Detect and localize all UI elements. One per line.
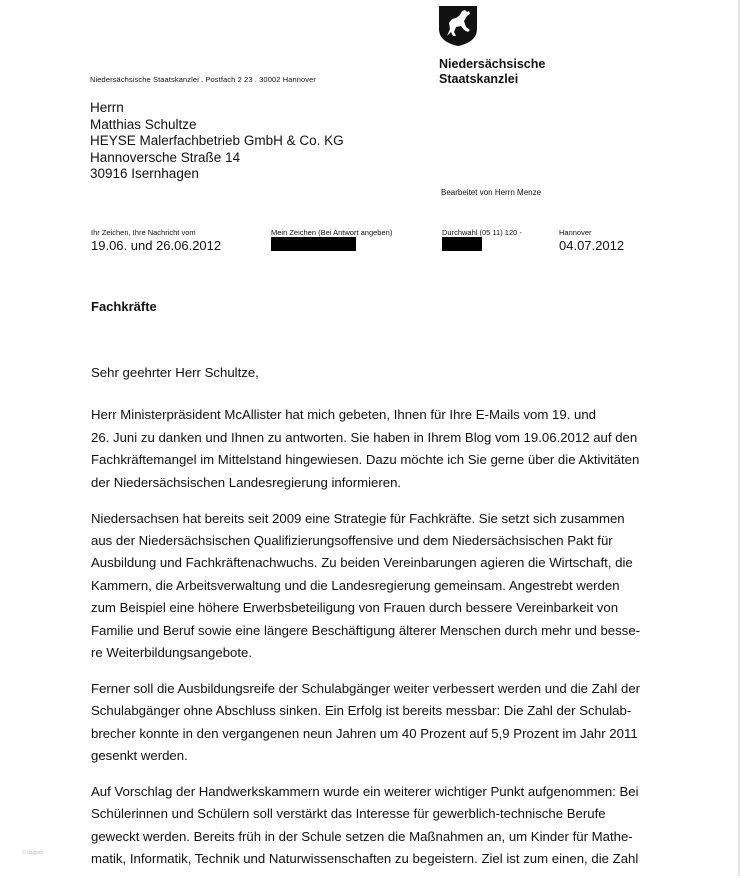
recipient-line: 30916 Isernhagen bbox=[90, 166, 199, 181]
paragraph bbox=[91, 404, 666, 494]
watermark-text: © daigom bbox=[22, 850, 44, 856]
sender-return-address: Niedersächsische Staatskanzlei . Postfach 2 23 . 30002 Hannover bbox=[90, 75, 317, 84]
redaction-bar bbox=[271, 237, 356, 251]
text-line: gesenkt werden. bbox=[91, 748, 188, 764]
issuer-name bbox=[439, 57, 545, 87]
text-line: Herr Ministerpräsident McAllister hat mich gebeten, Ihnen für Ihre E-Mails vom 19. und bbox=[91, 407, 597, 423]
text-line: Kammern, die Arbeitsverwaltung und die Landesregierung gemeinsam. Angestrebt werden bbox=[91, 577, 620, 593]
my-reference-label: Mein Zeichen (Bei Antwort angeben) bbox=[271, 228, 393, 237]
issuer-line-1: Niedersächsische bbox=[439, 57, 546, 71]
text-line: Ausbildung und Fachkräftenachwuchs. Zu beiden Vereinbarungen agieren die Wirtschaft, die bbox=[91, 555, 633, 571]
issuer-line-2: Staatskanzlei bbox=[439, 72, 519, 86]
paragraph bbox=[91, 508, 666, 665]
your-reference-label: Ihr Zeichen, Ihre Nachricht vom bbox=[91, 228, 196, 237]
recipient-line: Matthias Schultze bbox=[90, 116, 197, 132]
recipient-line: Herrn bbox=[90, 100, 124, 115]
paragraph bbox=[91, 678, 666, 768]
letter-body bbox=[91, 362, 666, 884]
phone-extension-label: Durchwahl (05 11) 120 - bbox=[442, 228, 522, 237]
text-line: geweckt werden. Bereits früh in der Schule setzen die Maßnahmen an, um Kinder für Mathe- bbox=[91, 828, 633, 844]
handled-by: Bearbeitet von Herrn Menze bbox=[441, 188, 542, 197]
letter-date: 04.07.2012 bbox=[559, 238, 625, 253]
text-line: zum Beispiel eine höhere Erwerbsbeteiligung von Frauen durch bessere Vereinbarkeit von bbox=[91, 600, 619, 616]
text-line: der Niedersächsischen Landesregierung informieren. bbox=[91, 474, 402, 490]
text-line: matik, Informatik, Technik und Naturwissenschaften zu begeistern. Ziel ist zum einen, die Zahl bbox=[91, 851, 639, 867]
text-line: Familie und Beruf sowie eine längere Beschäftigung älterer Menschen durch mehr und besse- bbox=[91, 622, 641, 638]
redaction-bar bbox=[442, 237, 482, 251]
text-line: Fachkräftemangel im Mittelstand hingewiesen. Dazu möchte ich Sie gerne über die Aktivitäten bbox=[91, 452, 640, 468]
text-line: Niedersachsen hat bereits seit 2009 eine Strategie für Fachkräfte. Sie setzt sich zusammen bbox=[91, 510, 625, 526]
text-line: re Weiterbildungsangebote. bbox=[91, 644, 253, 660]
recipient-line: HEYSE Malerfachbetrieb GmbH & Co. KG bbox=[90, 133, 344, 148]
text-line: brecher konnte in den vergangenen neun Jahren um 40 Prozent auf 5,9 Prozent im Jahr 2011 bbox=[91, 725, 638, 741]
text-line: Auf Vorschlag der Handwerkskammern wurde ein weiterer wichtiger Punkt aufgenommen: Bei bbox=[91, 784, 639, 799]
state-crest-icon bbox=[438, 5, 478, 47]
subject-line: Fachkräfte bbox=[91, 299, 157, 314]
your-reference-value: 19.06. und 26.06.2012 bbox=[91, 238, 222, 253]
text-line: aus der Niedersächsischen Qualifizierungsoffensive und dem Niedersächsischen Pakt für bbox=[91, 532, 613, 548]
paragraph bbox=[91, 781, 666, 871]
recipient-line: Hannoversche Straße 14 bbox=[90, 149, 241, 165]
text-line: Ferner soll die Ausbildungsreife der Schulabgänger weiter verbessert werden und die Zahl der bbox=[91, 680, 641, 696]
recipient-address bbox=[90, 100, 344, 183]
text-line: Schülerinnen und Schülern soll verstärkt das Interesse für gewerblich-technische Berufe bbox=[91, 806, 606, 822]
text-line: Schulabgänger ohne Abschluss sinken. Ein Erfolg ist bereits messbar: Die Zahl der Schulab- bbox=[91, 703, 632, 719]
salutation: Sehr geehrter Herr Schultze, bbox=[91, 365, 259, 380]
place-label: Hannover bbox=[559, 228, 592, 237]
text-line: 26. Juni zu danken und Ihnen zu antworten. Sie haben in Ihrem Blog vom 19.06.2012 auf den bbox=[91, 429, 638, 445]
